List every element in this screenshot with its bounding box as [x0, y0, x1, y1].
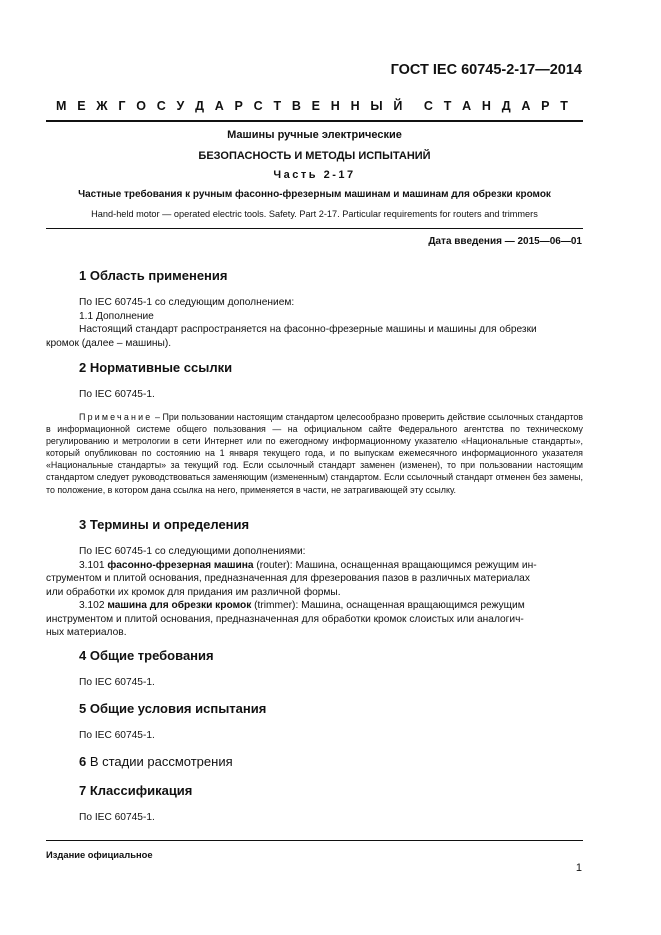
interstate-letter: Г — [118, 99, 126, 113]
def-3-102-a: (trimmer): Машина, оснащенная вращающимся режущим — [251, 600, 525, 611]
interstate-letter: Е — [77, 99, 86, 113]
section-7-text — [46, 811, 583, 825]
interstate-letter: Ы — [370, 99, 383, 113]
title-rule — [46, 228, 583, 229]
document-code: ГОСТ IEC 60745-2-17—2014 — [390, 62, 582, 78]
official-edition-label: Издание официальное — [46, 849, 153, 860]
section-2-note — [46, 411, 583, 496]
title-line-1: Машины ручные электрические — [227, 129, 402, 141]
section-5-text — [46, 729, 583, 743]
interstate-letter: В — [291, 99, 301, 113]
title-part: Часть 2-17 — [273, 169, 356, 181]
section-1-heading: 1 Область применения — [79, 268, 228, 283]
interstate-letter: Д — [195, 99, 204, 113]
def-3-101-c: или обработки их кромок для придания им различной формы. — [46, 586, 341, 598]
interstate-letter: Н — [350, 99, 360, 113]
s5-p1: По IEC 60745-1. — [79, 730, 155, 741]
s7-p1: По IEC 60745-1. — [79, 812, 155, 823]
interstate-letter: А — [521, 99, 531, 113]
s2-p1: По IEC 60745-1. — [79, 389, 155, 400]
note-text: – При пользовании настоящим стандартом целесообразно проверить действие ссылочных стандартов в информационной системе общего пользования — на официальном сайте Федерального агентства по техническому регулированию и метрологии в сети Интернет или по ежегодному информационному указателю «Национальные стандарты», который опубликован по состоянию на 1 января текущего года, и по выпускам ежемесячного информационного указателя «Национальные стандарты» за текущий год. Если ссылочный стандарт заменен (изменен), то при пользовании настоящим стандартом следует руководствоваться заменяющим (измененным) стандартом. Если ссылочный стандарт отменен без замены, то положение, в котором дана ссылка на него, применяется в части, не затрагивающей эту ссылку. — [46, 412, 583, 495]
section-6-heading — [79, 754, 233, 769]
interstate-letter: С — [156, 99, 166, 113]
interstate-letter: У — [176, 99, 185, 113]
section-4-heading: 4 Общие требования — [79, 648, 214, 663]
section-7-heading: 7 Классификация — [79, 783, 193, 798]
s3-p1: По IEC 60745-1 со следующими дополнениями: — [79, 546, 306, 557]
section-6-title: В стадии рассмотрения — [86, 754, 233, 769]
s4-p1: По IEC 60745-1. — [79, 677, 155, 688]
def-3-102-c: ных материалов. — [46, 627, 127, 638]
interstate-letter: Ж — [96, 99, 108, 113]
def-3-101-term: фасонно-фрезерная машина — [107, 559, 254, 571]
interstate-standard-banner — [56, 99, 568, 113]
title-english: Hand-held motor — operated electric tools. Safety. Part 2-17. Particular requirements for routers and trimmers — [91, 209, 538, 219]
date-of-introduction: Дата введения — 2015—06—01 — [428, 236, 582, 247]
footer-rule — [46, 840, 583, 841]
interstate-letter: Р — [541, 99, 550, 113]
section-2-text — [46, 388, 583, 402]
title-line-2: БЕЗОПАСНОСТЬ И МЕТОДЫ ИСПЫТАНИЙ — [198, 150, 431, 162]
section-6-number: 6 — [79, 754, 87, 769]
section-3-text — [46, 545, 583, 640]
note-label: Примечание — [79, 412, 153, 422]
s1-p3b: кромок (далее – машины). — [46, 337, 172, 349]
title-subject: Частные требования к ручным фасонно-фрезерным машинам и машинам для обрезки кромок — [78, 189, 551, 200]
interstate-letter: Р — [234, 99, 243, 113]
def-3-101-num: 3.101 — [79, 559, 108, 571]
section-5-heading: 5 Общие условия испытания — [79, 701, 267, 716]
def-3-102-num: 3.102 — [79, 600, 108, 611]
interstate-letter: О — [136, 99, 146, 113]
interstate-letter: Н — [481, 99, 491, 113]
interstate-letter: Т — [273, 99, 282, 113]
def-3-101-b: струментом и плитой основания, предназначенная для фрезерования пазов в различных материалах — [46, 573, 530, 584]
interstate-letter: Н — [330, 99, 340, 113]
def-3-102-b: инструментом и плитой основания, предназначенная для обработки кромок слоистых или аналогич- — [46, 613, 524, 625]
def-3-101-a: (router): Машина, оснащенная вращающимся режущим ин- — [253, 559, 537, 571]
interstate-letter: Й — [393, 99, 403, 113]
page-number: 1 — [575, 862, 582, 874]
header-rule — [46, 120, 583, 122]
interstate-letter: С — [423, 99, 433, 113]
interstate-letter: А — [214, 99, 224, 113]
s1-p1: По IEC 60745-1 со следующим дополнением: — [79, 297, 295, 308]
def-3-102-term: машина для обрезки кромок — [107, 600, 252, 611]
interstate-letter: С — [253, 99, 263, 113]
interstate-letter: Т — [443, 99, 452, 113]
section-3-heading: 3 Термины и определения — [79, 517, 250, 532]
interstate-letter: Е — [311, 99, 320, 113]
section-2-heading: 2 Нормативные ссылки — [79, 360, 233, 375]
s1-p3a: Настоящий стандарт распространяется на фасонно-фрезерные машины и машины для обрезки — [79, 324, 537, 335]
s1-p2: 1.1 Дополнение — [79, 310, 154, 322]
section-4-text — [46, 676, 583, 690]
section-1-text — [46, 296, 583, 350]
interstate-letter: Т — [560, 99, 568, 113]
interstate-letter: А — [462, 99, 472, 113]
interstate-letter: М — [56, 99, 67, 113]
interstate-letter: Д — [501, 99, 511, 113]
